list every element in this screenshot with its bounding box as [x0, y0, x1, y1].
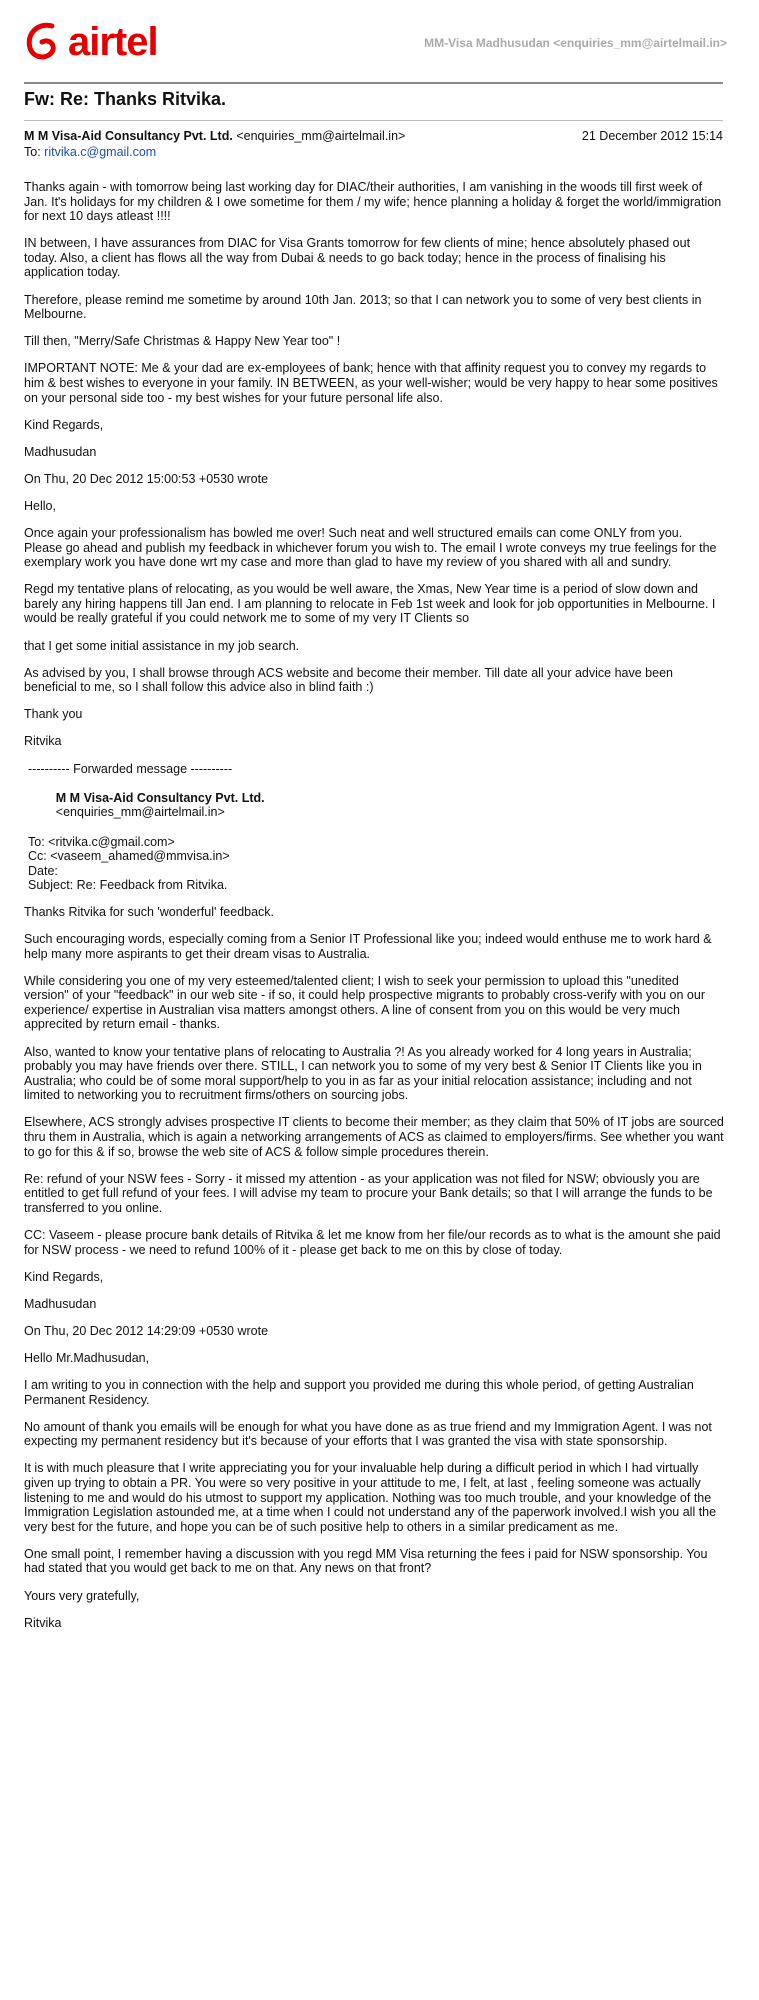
header-divider: [24, 82, 723, 84]
body-paragraph: Hello,: [24, 498, 56, 513]
forwarded-from-name: M M Visa-Aid Consultancy Pvt. Ltd.: [55, 790, 265, 805]
body-paragraph: Regd my tentative plans of relocating, as you would be well aware, the Xmas, New Year time is a period of slow down and barely any hiring happens till Jan end. I am planning to relocate in Feb 1st week and look for job opportunities in Melbourne. I would be really grateful if you could network me to some of my very IT Clients so: [24, 582, 719, 626]
email-body: [24, 180, 728, 1643]
body-paragraph: that I get some initial assistance in my job search.: [24, 638, 300, 653]
body-paragraph: Elsewhere, ACS strongly advises prospective IT clients to become their member; as they claim that 50% of IT jobs are sourced thru them in Australia, which is again a networking arrangements of ACS as claimed to employers/firms. See whether you want to go for this & if so, browse the web site of ACS & follow simple procedures therein.: [24, 1115, 728, 1159]
body-paragraph: IN between, I have assurances from DIAC for Visa Grants tomorrow for few clients of mine; hence absolutely phased out today. Also, a client has flows all the way from Dubai & needs to go back today; hence in the process of finalising his application today.: [24, 236, 694, 280]
body-paragraph: Thanks again - with tomorrow being last working day for DIAC/their authorities, I am vanishing in the woods till first week of Jan. It's holidays for my children & I owe sometime for them / my wife; hence planning a holiday & forget the world/immigration for next 10 days atleast !!!!: [24, 180, 725, 224]
email-subject: Fw: Re: Thanks Ritvika.: [24, 89, 227, 109]
to-label: To:: [24, 145, 41, 159]
body-paragraph: Therefore, please remind me sometime by around 10th Jan. 2013; so that I can network you to some of very best clients in Melbourne.: [24, 292, 705, 322]
forwarded-to: To: <ritvika.c@gmail.com>: [28, 834, 175, 849]
sender-name: M M Visa-Aid Consultancy Pvt. Ltd.: [24, 129, 233, 143]
body-paragraph: Re: refund of your NSW fees - Sorry - it missed my attention - as your application was not filed for NSW; obviously you are entitled to get full refund of your fees. I will advise my team to procure your Bank details; so that I will arrange the funds to be transferred to you online.: [24, 1171, 717, 1215]
body-paragraph: No amount of thank you emails will be enough for what you have done as as true friend and my Immigration Agent. I was not expecting my permanent residency but it's because of your efforts that I was granted the visa with state sponsorship.: [24, 1419, 716, 1449]
quote-header: On Thu, 20 Dec 2012 14:29:09 +0530 wrote: [24, 1323, 269, 1338]
body-paragraph: Madhusudan: [24, 444, 97, 459]
email-date: 21 December 2012 15:14: [581, 129, 723, 143]
body-paragraph: It is with much pleasure that I write appreciating you for your invaluable help during a difficult period in which I had virtually given up trying to obtain a PR. You were so very positive in your attitude to me, I felt, at last , feeling someone was actually listening to me and would do his utmost to support my application. Nothing was too much trouble, and your knowledge of the Immigration Legislation astounded me, at a time when I could not understand any of the paperwork involved.I wish you all the very best for the future, and hope you can be of such positive help to others in a similar predicament as me.: [24, 1461, 720, 1534]
body-paragraph: Madhusudan: [24, 1296, 97, 1311]
body-paragraph: Kind Regards,: [24, 417, 104, 432]
body-paragraph: Yours very gratefully,: [24, 1588, 140, 1603]
recipient-link[interactable]: ritvika.c@gmail.com: [44, 145, 157, 159]
forwarded-subject: Subject: Re: Feedback from Ritvika.: [28, 878, 228, 893]
body-paragraph: Thank you: [24, 707, 83, 722]
subject-divider: [24, 120, 723, 121]
body-paragraph: Ritvika: [24, 734, 62, 749]
body-paragraph: I am writing to you in connection with the help and support you provided me during this whole period, of getting Australian Permanent Residency.: [24, 1378, 698, 1407]
body-paragraph: CC: Vaseem - please procure bank details of Ritvika & let me know from her file/our records as to what is the amount she paid for NSW process - we need to refund 100% of it - please get back to me on this by close of today.: [24, 1227, 725, 1257]
forwarded-header: [28, 762, 724, 893]
body-paragraph: Kind Regards,: [24, 1269, 104, 1284]
forwarded-marker: ---------- Forwarded message ----------: [28, 761, 233, 776]
body-paragraph: One small point, I remember having a discussion with you regd MM Visa returning the fees i paid for NSW sponsorship. You had stated that you would get back to me on that. Any news on that front?: [24, 1546, 711, 1576]
body-paragraph: Ritvika: [24, 1615, 62, 1630]
body-paragraph: IMPORTANT NOTE: Me & your dad are ex-employees of bank; hence with that affinity request you to convey my regards to him & best wishes to everyone in your family. IN BETWEEN, as your well-wisher; would be very happy to hear some positives on your personal side too - my best wishes for your future personal life also.: [24, 361, 722, 405]
body-paragraph: As advised by you, I shall browse through ACS website and become their member. Till date all your advice have been beneficial to me, so I shall follow this advice also in blind faith :): [24, 665, 677, 695]
body-paragraph: While considering you one of my very esteemed/talented client; I wish to seek your permission to upload this "unedited version" of your "feedback" in our web site - if so, it could help prospective migrants to probably cross-verify with you on our experience/ expertise in Australian visa matters amongst others. A line of consent from you on this would be very much apprecited by return email - thanks.: [24, 973, 709, 1032]
forwarded-date: Date:: [28, 863, 58, 878]
body-paragraph: Also, wanted to know your tentative plans of relocating to Australia ?! As you already worked for 4 long years in Australia; probably you may have friends over there. STILL, I can network you to some of my very best & Senior IT Clients like you in Australia; who could be of some moral support/help to you in as far as your initial relocation assistance; including and not limited to networking you to recruitment firms/others on sourcing jobs.: [24, 1044, 705, 1103]
airtel-logo: [22, 18, 182, 66]
sender-email: <enquiries_mm@airtelmail.in>: [236, 129, 406, 143]
body-paragraph: Till then, "Merry/Safe Christmas & Happy New Year too" !: [24, 334, 341, 349]
quote-header: On Thu, 20 Dec 2012 15:00:53 +0530 wrote: [24, 471, 269, 486]
sender: [24, 128, 405, 144]
forwarded-from: [28, 776, 724, 834]
body-paragraph: Once again your professionalism has bowled me over! Such neat and well structured emails can come ONLY from you. Please go ahead and publish my feedback in whichever forum you wish to. The email I wrote conveys my true feelings for the exemplary work you have done wrt my case and more than glad to have my review of you shared with all and sundry.: [24, 526, 717, 570]
body-paragraph: Such encouraging words, especially coming from a Senior IT Professional like you; indeed would enthuse me to work hard & help many more aspirants to get their dream visas to Australia.: [24, 931, 716, 961]
email-meta: [24, 128, 723, 160]
body-paragraph: Thanks Ritvika for such 'wonderful' feedback.: [24, 904, 275, 919]
forwarded-from-email: <enquiries_mm@airtelmail.in>: [55, 805, 225, 820]
account-identity: MM-Visa Madhusudan <enquiries_mm@airtelmail.in>: [424, 36, 727, 50]
airtel-swirl-icon: [22, 20, 64, 64]
forwarded-cc: Cc: <vaseem_ahamed@mmvisa.in>: [28, 849, 230, 864]
logo-wordmark: airtel: [68, 20, 158, 64]
body-paragraph: Hello Mr.Madhusudan,: [24, 1350, 150, 1365]
